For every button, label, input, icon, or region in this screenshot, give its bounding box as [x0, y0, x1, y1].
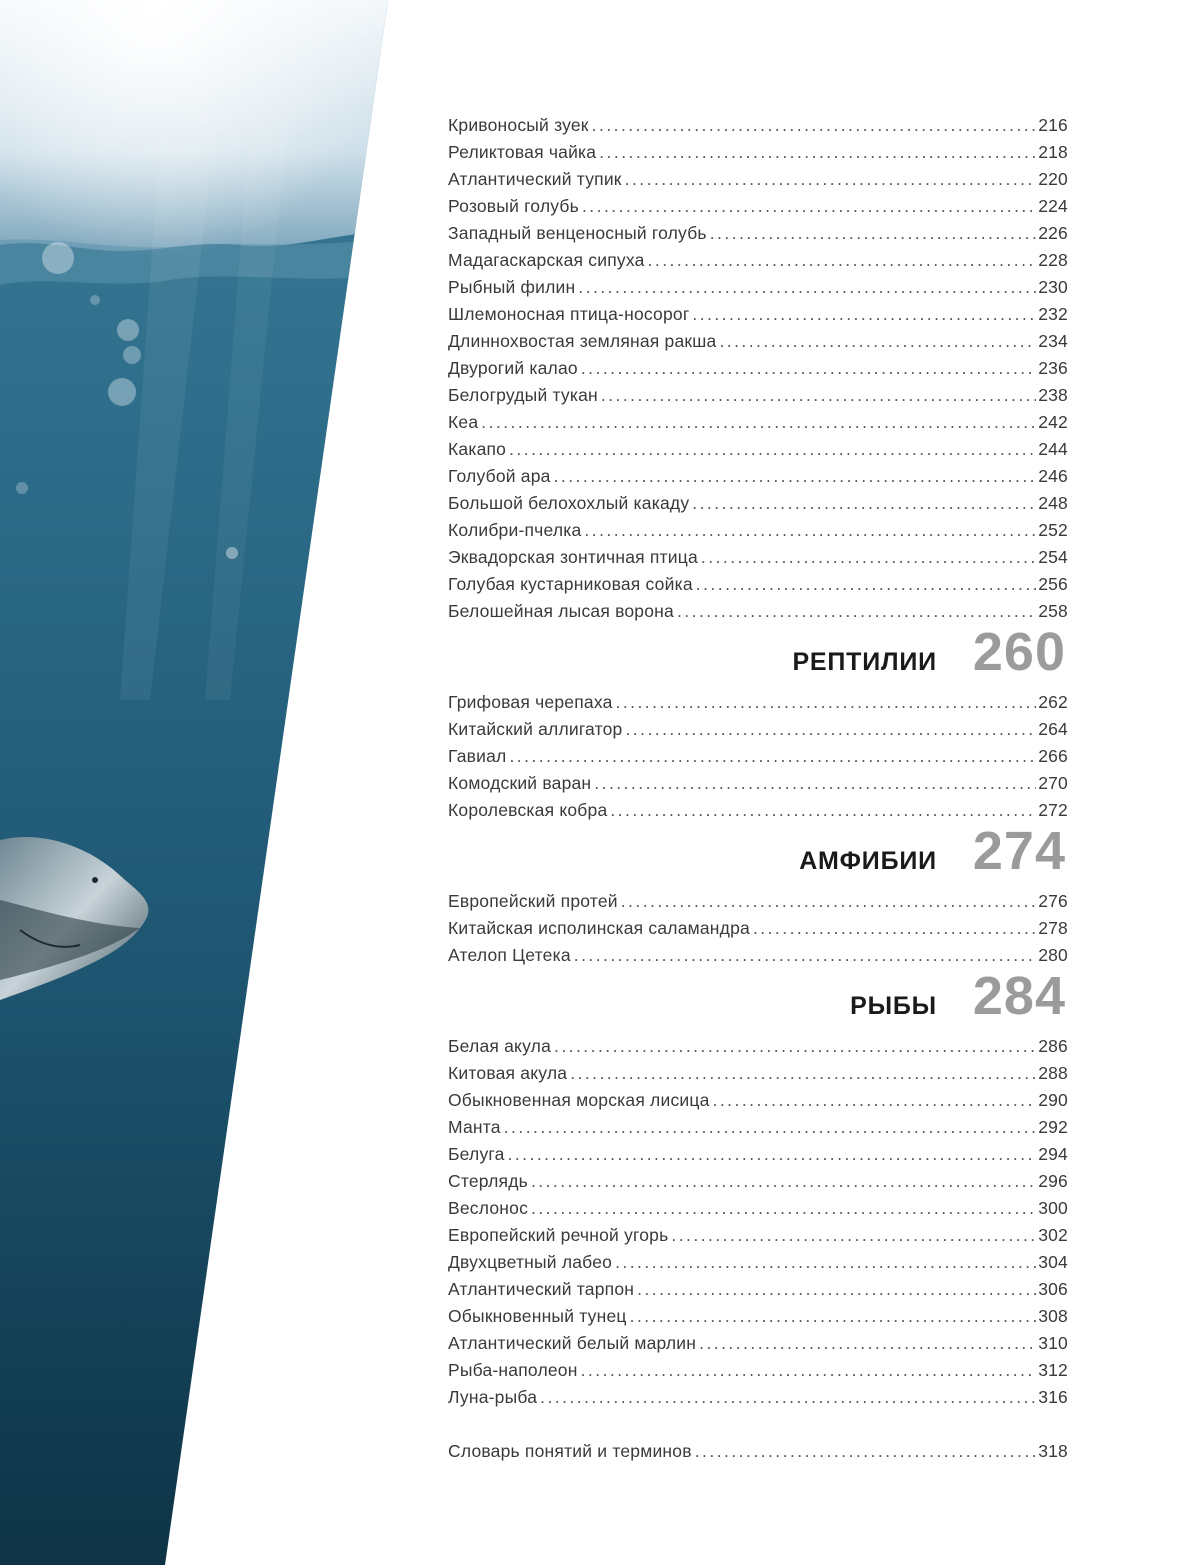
toc-entry[interactable] — [448, 463, 1068, 490]
entry-page-number: 288 — [1038, 1063, 1068, 1083]
entry-page-number: 302 — [1038, 1225, 1068, 1245]
toc-entry[interactable] — [448, 1033, 1068, 1060]
dot-leader — [599, 139, 1036, 166]
toc-entry[interactable] — [448, 942, 1068, 969]
toc-entry[interactable] — [448, 193, 1068, 220]
spacer — [448, 1411, 1068, 1438]
toc-entry[interactable] — [448, 301, 1068, 328]
entry-page-number: 264 — [1038, 719, 1068, 739]
entry-title: Белогрудый тукан — [448, 385, 598, 405]
entry-title: Китайская исполинская саламандра — [448, 918, 750, 938]
dot-leader — [581, 355, 1036, 382]
entry-page-number: 286 — [1038, 1036, 1068, 1056]
section-page-number: 284 — [972, 966, 1066, 1026]
entry-title: Длиннохвостая земляная ракша — [448, 331, 717, 351]
entry-title: Шлемоносная птица-носорог — [448, 304, 690, 324]
entry-page-number: 292 — [1038, 1117, 1068, 1137]
entry-title: Грифовая черепаха — [448, 692, 613, 712]
section-page-number: 274 — [972, 821, 1066, 881]
entry-title: Эквадорская зонтичная птица — [448, 547, 698, 567]
dot-leader — [625, 166, 1037, 193]
entry-page-number: 304 — [1038, 1252, 1068, 1272]
dot-leader — [581, 1357, 1037, 1384]
dot-leader — [574, 942, 1036, 969]
entry-title: Реликтовая чайка — [448, 142, 597, 162]
entry-title: Голубая кустарниковая сойка — [448, 574, 693, 594]
dot-leader — [719, 328, 1036, 355]
entry-title: Словарь понятий и терминов — [448, 1441, 692, 1461]
entry-page-number: 318 — [1038, 1441, 1068, 1461]
entry-title: Белошейная лысая ворона — [448, 601, 674, 621]
dot-leader — [615, 1249, 1036, 1276]
dot-leader — [692, 301, 1036, 328]
toc-entry[interactable] — [448, 770, 1068, 797]
section-name: РЫБЫ — [850, 992, 937, 1020]
entry-title: Атлантический тупик — [448, 169, 622, 189]
toc-entry[interactable] — [448, 1384, 1068, 1411]
entry-page-number: 238 — [1038, 385, 1068, 405]
dot-leader — [584, 517, 1036, 544]
toc-entry[interactable] — [448, 517, 1068, 544]
toc-entry[interactable] — [448, 1303, 1068, 1330]
dot-leader — [570, 1060, 1036, 1087]
entry-page-number: 244 — [1038, 439, 1068, 459]
entry-page-number: 270 — [1038, 773, 1068, 793]
entry-title: Веслонос — [448, 1198, 529, 1218]
glossary-entry[interactable] — [448, 1438, 1068, 1465]
dot-leader — [509, 436, 1036, 463]
section-name: РЕПТИЛИИ — [792, 648, 937, 676]
toc-entry[interactable] — [448, 247, 1068, 274]
entry-page-number: 252 — [1038, 520, 1068, 540]
dot-leader — [582, 193, 1036, 220]
toc-entry[interactable] — [448, 1330, 1068, 1357]
toc-entry[interactable] — [448, 1249, 1068, 1276]
dot-leader — [531, 1168, 1036, 1195]
entry-title: Колибри-пчелка — [448, 520, 582, 540]
toc-entry[interactable] — [448, 571, 1068, 598]
entry-page-number: 228 — [1038, 250, 1068, 270]
entry-title: Какапо — [448, 439, 507, 459]
entry-title: Рыба-наполеон — [448, 1360, 578, 1380]
dot-leader — [508, 1141, 1037, 1168]
toc-entry[interactable] — [448, 490, 1068, 517]
entry-title: Атлантический белый марлин — [448, 1333, 697, 1353]
toc-entry[interactable] — [448, 274, 1068, 301]
section-heading[interactable] — [448, 966, 1068, 1033]
entry-page-number: 306 — [1038, 1279, 1068, 1299]
entry-title: Манта — [448, 1117, 501, 1137]
entry-page-number: 316 — [1038, 1387, 1068, 1407]
toc-entry[interactable] — [448, 598, 1068, 625]
dot-leader — [616, 689, 1037, 716]
section-name: АМФИБИИ — [799, 847, 937, 875]
entry-page-number: 272 — [1038, 800, 1068, 820]
entry-title: Королевская кобра — [448, 800, 608, 820]
dot-leader — [578, 274, 1036, 301]
dot-leader — [648, 247, 1037, 274]
dot-leader — [696, 571, 1036, 598]
toc-entry[interactable] — [448, 139, 1068, 166]
entry-page-number: 278 — [1038, 918, 1068, 938]
toc-entry[interactable] — [448, 1195, 1068, 1222]
dot-leader — [695, 1438, 1036, 1465]
toc-entry[interactable] — [448, 1168, 1068, 1195]
toc-entry[interactable] — [448, 716, 1068, 743]
section-heading[interactable] — [448, 622, 1068, 689]
entry-title: Белуга — [448, 1144, 505, 1164]
toc-entry[interactable] — [448, 915, 1068, 942]
entry-title: Атлантический тарпон — [448, 1279, 635, 1299]
dot-leader — [701, 544, 1036, 571]
toc-entry[interactable] — [448, 355, 1068, 382]
toc-entry[interactable] — [448, 1276, 1068, 1303]
entry-title: Кеа — [448, 412, 479, 432]
dot-leader — [594, 770, 1036, 797]
entry-page-number: 310 — [1038, 1333, 1068, 1353]
entry-page-number: 300 — [1038, 1198, 1068, 1218]
dot-leader — [610, 797, 1036, 824]
entry-title: Большой белохохлый какаду — [448, 493, 690, 513]
dot-leader — [540, 1384, 1036, 1411]
entry-title: Обыкновенный тунец — [448, 1306, 627, 1326]
dot-leader — [625, 716, 1036, 743]
entry-page-number: 220 — [1038, 169, 1068, 189]
dot-leader — [630, 1303, 1037, 1330]
entry-title: Гавиал — [448, 746, 507, 766]
entry-page-number: 276 — [1038, 891, 1068, 911]
underwater-shark-photo — [0, 0, 390, 1565]
toc-entry[interactable] — [448, 382, 1068, 409]
toc-entry[interactable] — [448, 166, 1068, 193]
toc-entry[interactable] — [448, 1357, 1068, 1384]
toc-entry[interactable] — [448, 1222, 1068, 1249]
dot-leader — [692, 490, 1036, 517]
entry-title: Луна-рыба — [448, 1387, 538, 1407]
section-heading[interactable] — [448, 821, 1068, 888]
entry-title: Розовый голубь — [448, 196, 579, 216]
entry-title: Европейский протей — [448, 891, 618, 911]
table-of-contents — [448, 112, 1068, 1465]
dot-leader — [554, 463, 1037, 490]
toc-entry[interactable] — [448, 888, 1068, 915]
entry-page-number: 224 — [1038, 196, 1068, 216]
entry-title: Комодский варан — [448, 773, 592, 793]
toc-entry[interactable] — [448, 328, 1068, 355]
dot-leader — [637, 1276, 1036, 1303]
entry-title: Китовая акула — [448, 1063, 568, 1083]
entry-page-number: 254 — [1038, 547, 1068, 567]
dot-leader — [504, 1114, 1036, 1141]
entry-page-number: 236 — [1038, 358, 1068, 378]
dot-leader — [671, 1222, 1036, 1249]
entry-page-number: 266 — [1038, 746, 1068, 766]
dot-leader — [509, 743, 1036, 770]
dot-leader — [481, 409, 1036, 436]
entry-page-number: 256 — [1038, 574, 1068, 594]
entry-title: Двухцветный лабео — [448, 1252, 613, 1272]
toc-entry[interactable] — [448, 689, 1068, 716]
entry-title: Стерлядь — [448, 1171, 528, 1191]
entry-title: Кривоносый зуек — [448, 115, 589, 135]
toc-entry[interactable] — [448, 1060, 1068, 1087]
toc-entry[interactable] — [448, 797, 1068, 824]
entry-page-number: 216 — [1038, 115, 1068, 135]
entry-page-number: 280 — [1038, 945, 1068, 965]
toc-entry[interactable] — [448, 409, 1068, 436]
entry-title: Двурогий калао — [448, 358, 578, 378]
entry-page-number: 294 — [1038, 1144, 1068, 1164]
entry-title: Белая акула — [448, 1036, 552, 1056]
entry-page-number: 312 — [1038, 1360, 1068, 1380]
toc-entry[interactable] — [448, 1087, 1068, 1114]
entry-page-number: 258 — [1038, 601, 1068, 621]
dot-leader — [713, 1087, 1037, 1114]
dot-leader — [592, 112, 1037, 139]
entry-page-number: 234 — [1038, 331, 1068, 351]
entry-page-number: 232 — [1038, 304, 1068, 324]
entry-title: Голубой ара — [448, 466, 551, 486]
toc-entry[interactable] — [448, 112, 1068, 139]
entry-page-number: 290 — [1038, 1090, 1068, 1110]
entry-page-number: 230 — [1038, 277, 1068, 297]
entry-page-number: 308 — [1038, 1306, 1068, 1326]
dot-leader — [601, 382, 1036, 409]
entry-title: Западный венценосный голубь — [448, 223, 707, 243]
entry-page-number: 262 — [1038, 692, 1068, 712]
dot-leader — [753, 915, 1036, 942]
entry-title: Рыбный филин — [448, 277, 576, 297]
entry-title: Мадагаскарская сипуха — [448, 250, 645, 270]
toc-entry[interactable] — [448, 544, 1068, 571]
dot-leader — [554, 1033, 1036, 1060]
toc-entry[interactable] — [448, 436, 1068, 463]
dot-leader — [531, 1195, 1036, 1222]
dot-leader — [677, 598, 1036, 625]
dot-leader — [699, 1330, 1036, 1357]
section-page-number: 260 — [972, 622, 1066, 682]
toc-entry[interactable] — [448, 220, 1068, 247]
toc-entry[interactable] — [448, 1141, 1068, 1168]
entry-page-number: 242 — [1038, 412, 1068, 432]
dot-leader — [621, 888, 1036, 915]
entry-page-number: 226 — [1038, 223, 1068, 243]
toc-entry[interactable] — [448, 1114, 1068, 1141]
entry-page-number: 218 — [1038, 142, 1068, 162]
dot-leader — [710, 220, 1036, 247]
toc-entry[interactable] — [448, 743, 1068, 770]
entry-title: Европейский речной угорь — [448, 1225, 669, 1245]
entry-title: Обыкновенная морская лисица — [448, 1090, 710, 1110]
entry-page-number: 296 — [1038, 1171, 1068, 1191]
entry-page-number: 246 — [1038, 466, 1068, 486]
entry-title: Ателоп Цетека — [448, 945, 571, 965]
entry-title: Китайский аллигатор — [448, 719, 623, 739]
entry-page-number: 248 — [1038, 493, 1068, 513]
